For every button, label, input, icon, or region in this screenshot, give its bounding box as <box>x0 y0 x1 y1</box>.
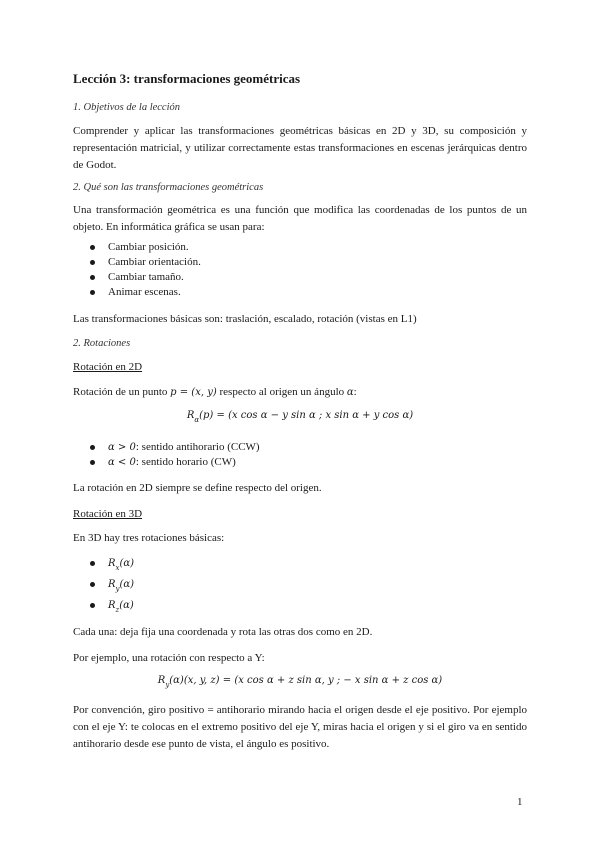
rotation-axis: z <box>115 606 120 614</box>
rotation-arg: (α) <box>119 579 135 590</box>
alpha-symbol: α <box>346 387 354 398</box>
list-item: Cambiar tamaño. <box>73 270 527 285</box>
list-item: Animar escenas. <box>73 285 527 300</box>
basic-rotations-list <box>73 553 527 616</box>
formula-lhs: R <box>186 410 195 421</box>
rotation-symbol: R <box>108 579 116 590</box>
formula-rhs: (α)(x, y, z) = (x cos α + z sin α, y ; − x sin α + z cos α) <box>169 675 443 686</box>
list-item: Cambiar posición. <box>73 240 527 255</box>
condition-math: α > 0 <box>108 442 136 453</box>
que-son-paragraph: Una transformación geométrica es una función que modifica las coordenadas de los puntos de un objeto. En informática gráfica se usan para: <box>73 204 527 233</box>
page-number: 1 <box>517 796 523 808</box>
list-item <box>73 553 527 574</box>
list-item <box>73 440 527 455</box>
rotation-axis: x <box>115 564 120 572</box>
rot2d-formula <box>73 410 527 424</box>
subheading-rotacion-2d: Rotación en 2D <box>73 361 143 373</box>
page-title: Lección 3: transformaciones geométricas <box>73 71 301 86</box>
rot2d-intro-text: Rotación de un punto <box>73 386 171 398</box>
subheading-rotacion-3d: Rotación en 3D <box>73 508 143 520</box>
rot2d-intro-text-2: respecto al origen un ángulo <box>216 386 347 398</box>
formula-subscript: y <box>165 681 170 689</box>
list-item <box>73 574 527 595</box>
rotation-axis: y <box>115 585 120 593</box>
list-item <box>73 455 527 470</box>
section-heading-que-son: 2. Qué son las transformaciones geométricas <box>73 182 264 193</box>
rot3d-each: Cada una: deja fija una coordenada y rota las otras dos como en 2D. <box>73 626 373 638</box>
list-item: Cambiar orientación. <box>73 255 527 270</box>
formula-lhs: R <box>157 675 166 686</box>
section-heading-rotaciones: 2. Rotaciones <box>73 338 131 349</box>
point-expression: p = (x, y) <box>170 387 217 398</box>
rot3d-intro: En 3D hay tres rotaciones básicas: <box>73 532 225 544</box>
rot2d-intro <box>73 384 527 401</box>
rotation-symbol: R <box>108 558 116 569</box>
list-item <box>73 595 527 616</box>
condition-text: : sentido horario (CW) <box>135 456 236 468</box>
rot2d-note: La rotación en 2D siempre se define respecto del origen. <box>73 482 322 494</box>
rot3d-example: Por ejemplo, una rotación con respecto a Y: <box>73 652 265 664</box>
rot3d-formula <box>73 675 527 689</box>
convention-paragraph: Por convención, giro positivo = antihorario mirando hacia el origen desde el eje positivo. Por ejemplo con el eje Y: te colocas en el extremo positivo del eje Y, miras hacia el origen y si el giro va en sentido antihorario desde ese punto de vista, el ángulo es positivo. <box>73 704 527 750</box>
rotation-symbol: R <box>108 600 116 611</box>
uses-list <box>73 240 527 300</box>
rotation-arg: (α) <box>119 558 135 569</box>
condition-text: : sentido antihorario (CCW) <box>135 441 260 453</box>
formula-subscript: α <box>194 416 200 424</box>
rotation-arg: (α) <box>119 600 134 611</box>
section-heading-objetivos: 1. Objetivos de la lección <box>73 102 181 113</box>
direction-list <box>73 440 527 470</box>
condition-math: α < 0 <box>108 457 136 468</box>
basic-transforms-paragraph: Las transformaciones básicas son: traslación, escalado, rotación (vistas en L1) <box>73 313 417 325</box>
rot2d-intro-end: : <box>353 386 357 398</box>
objetivos-paragraph: Comprender y aplicar las transformaciones geométricas básicas en 2D y 3D, su composición y representación matricial, y utilizar correctamente estas transformaciones en escenas jerárquicas dentro de Godot. <box>73 125 527 171</box>
formula-rhs: (p) = (x cos α − y sin α ; x sin α + y cos α) <box>199 410 414 421</box>
